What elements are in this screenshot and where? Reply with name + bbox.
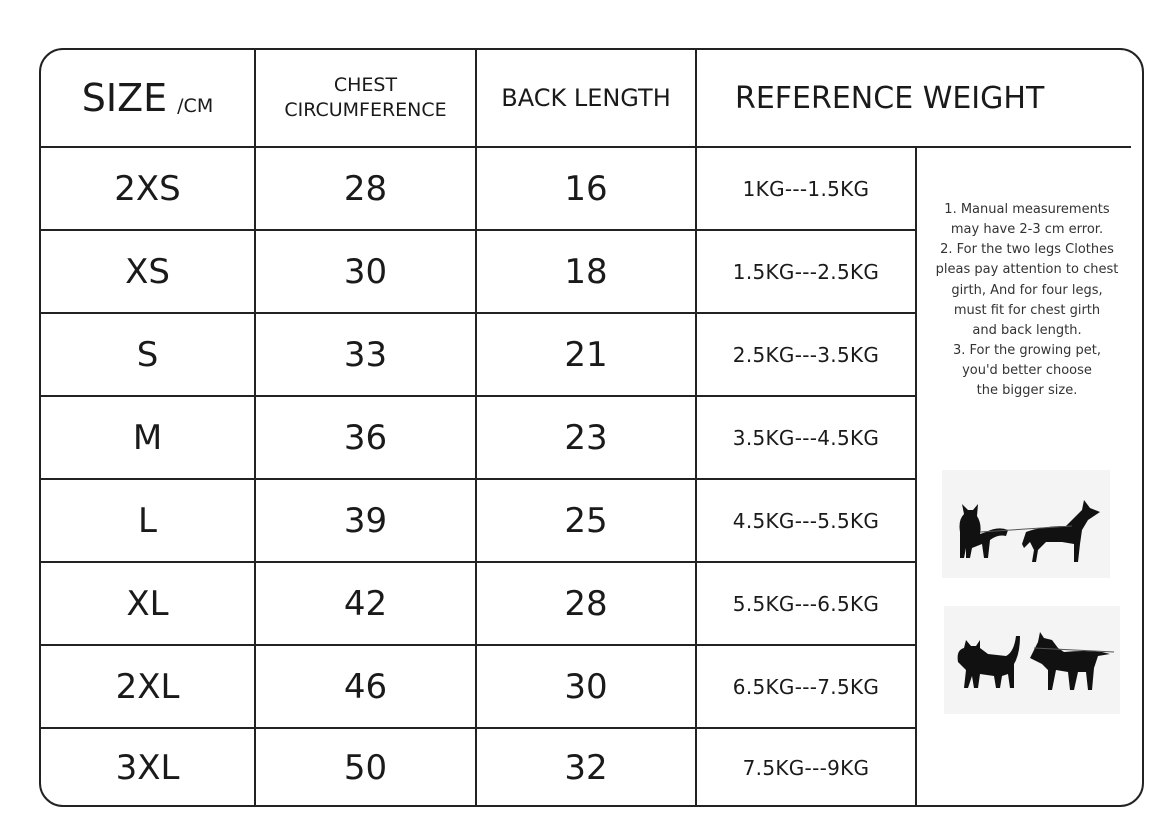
cell-size: XL: [126, 583, 169, 624]
cell-back: 23: [564, 417, 608, 458]
cell-weight: 3.5KG---4.5KG: [732, 425, 880, 450]
cell-weight: 2.5KG---3.5KG: [732, 342, 880, 367]
cell-weight: 4.5KG---5.5KG: [732, 508, 880, 533]
cell-chest: 33: [343, 334, 388, 375]
cell-weight: 1.5KG---2.5KG: [732, 259, 880, 284]
header-size-label: SIZE: [81, 76, 168, 120]
measurement-notes: 1. Manual measurements may have 2-3 cm error. 2. For the two legs Clothes pleas pay attention to chest girth, And for four legs, must fit for chest girth and back length. 3. For the growing pet, you'd better choose the bigger size.: [935, 202, 1119, 399]
cat-dog-standing-icon: [942, 470, 1110, 578]
cell-chest: 30: [343, 251, 388, 292]
size-chart-table: [39, 48, 1144, 807]
cell-back: 32: [564, 748, 608, 788]
cell-weight: 5.5KG---6.5KG: [732, 591, 880, 616]
cell-size: M: [132, 417, 163, 458]
cell-size: L: [138, 500, 157, 541]
cell-chest: 42: [343, 583, 388, 624]
cell-chest: 46: [343, 666, 388, 707]
cell-chest: 28: [343, 168, 388, 209]
cell-back: 16: [564, 168, 608, 209]
cat-dog-side-icon: [944, 606, 1120, 714]
cell-back: 30: [564, 666, 608, 707]
cell-size: XS: [125, 251, 170, 292]
cell-weight: 6.5KG---7.5KG: [732, 674, 880, 699]
header-chest: CHEST CIRCUMFERENCE: [284, 74, 447, 121]
cell-size: 3XL: [115, 748, 180, 788]
cell-size: S: [136, 334, 159, 375]
header-back-length: BACK LENGTH: [501, 84, 671, 112]
header-size-unit: /CM: [177, 95, 214, 117]
cell-chest: 36: [343, 417, 388, 458]
column-divider: [915, 148, 917, 805]
header-reference-weight: REFERENCE WEIGHT: [735, 80, 1045, 116]
cell-size: 2XS: [114, 168, 181, 209]
cell-weight: 7.5KG---9KG: [742, 756, 870, 780]
cell-back: 18: [564, 251, 608, 292]
cell-chest: 50: [343, 748, 388, 788]
cell-back: 21: [564, 334, 608, 375]
header-size: [41, 50, 254, 146]
cell-back: 28: [564, 583, 608, 624]
cell-back: 25: [564, 500, 608, 541]
cell-chest: 39: [343, 500, 388, 541]
cell-weight: 1KG---1.5KG: [742, 176, 870, 201]
cell-size: 2XL: [115, 666, 180, 707]
